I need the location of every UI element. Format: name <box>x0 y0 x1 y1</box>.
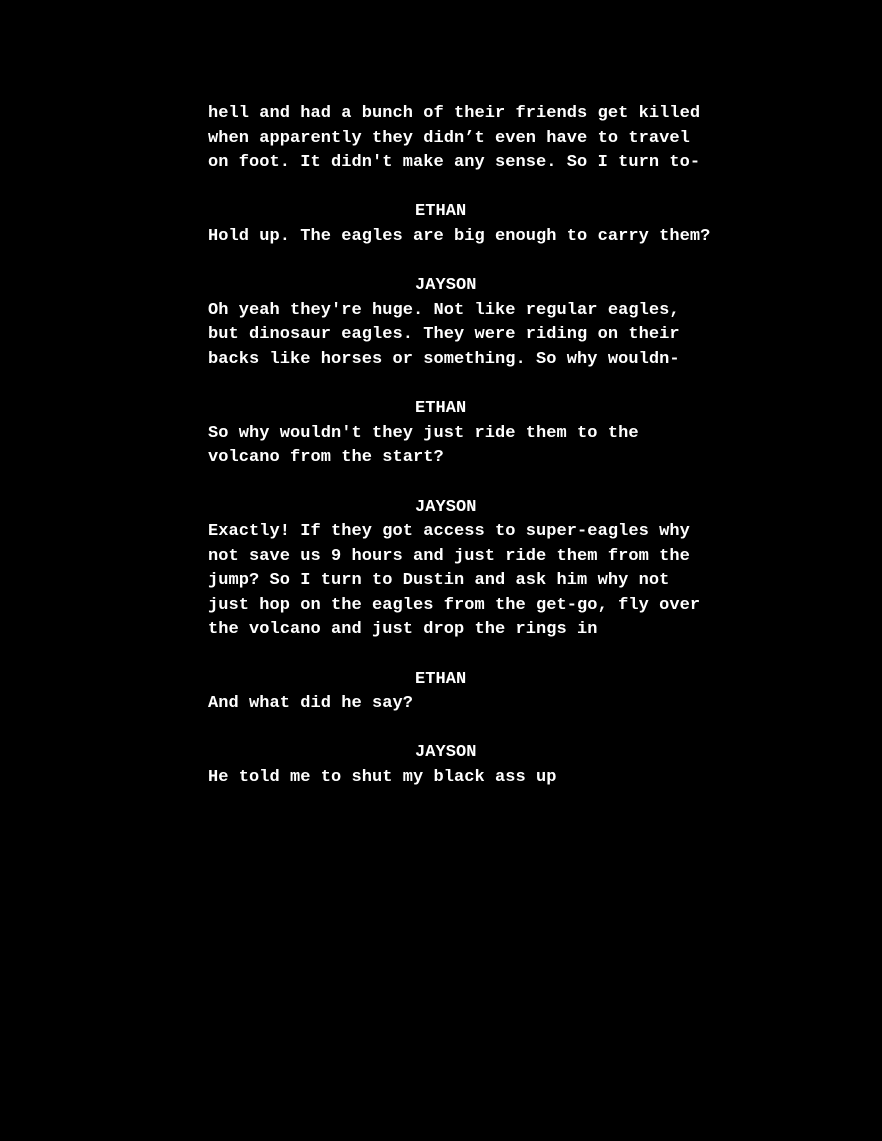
spacer <box>208 643 748 668</box>
spacer <box>208 250 748 275</box>
character-name: JAYSON <box>415 743 477 763</box>
dialogue-block-ethan <box>208 200 748 249</box>
spacer <box>208 471 748 496</box>
dialogue-line: jump? So I turn to Dustin and ask him why not <box>208 571 670 591</box>
spacer <box>208 373 748 398</box>
character-name: ETHAN <box>415 202 467 222</box>
dialogue-line: Hold up. The eagles are big enough to carry them? <box>208 226 711 246</box>
spacer <box>208 176 748 201</box>
dialogue-block-jayson <box>208 274 748 372</box>
dialogue-line: just hop on the eagles from the get-go, fly over <box>208 595 701 615</box>
dialogue-line: volcano from the start? <box>208 448 444 468</box>
dialogue-line: the volcano and just drop the rings in <box>208 620 598 640</box>
dialogue-block-jayson <box>208 741 748 790</box>
dialogue-block-ethan <box>208 397 748 471</box>
dialogue-block-continued <box>208 102 748 176</box>
dialogue-line: backs like horses or something. So why wouldn- <box>208 349 680 369</box>
character-name: JAYSON <box>415 497 477 517</box>
spacer <box>208 717 748 742</box>
dialogue-line: And what did he say? <box>208 694 414 714</box>
dialogue-line: hell and had a bunch of their friends get killed <box>208 104 701 123</box>
dialogue-line: on foot. It didn't make any sense. So I turn to- <box>208 153 701 173</box>
dialogue-line: when apparently they didn’t even have to travel <box>208 128 690 148</box>
screenplay-body <box>208 102 748 791</box>
dialogue-line: He told me to shut my black ass up <box>208 768 557 788</box>
dialogue-line: So why wouldn't they just ride them to the <box>208 423 639 443</box>
dialogue-line: but dinosaur eagles. They were riding on their <box>208 325 680 345</box>
dialogue-line: Exactly! If they got access to super-eagles why <box>208 522 690 542</box>
character-name: ETHAN <box>415 669 467 689</box>
dialogue-line: Oh yeah they're huge. Not like regular eagles, <box>208 300 680 320</box>
dialogue-line: not save us 9 hours and just ride them from the <box>208 546 690 566</box>
character-name: JAYSON <box>415 276 477 296</box>
character-name: ETHAN <box>415 399 467 419</box>
dialogue-block-ethan <box>208 668 748 717</box>
dialogue-block-jayson <box>208 496 748 644</box>
